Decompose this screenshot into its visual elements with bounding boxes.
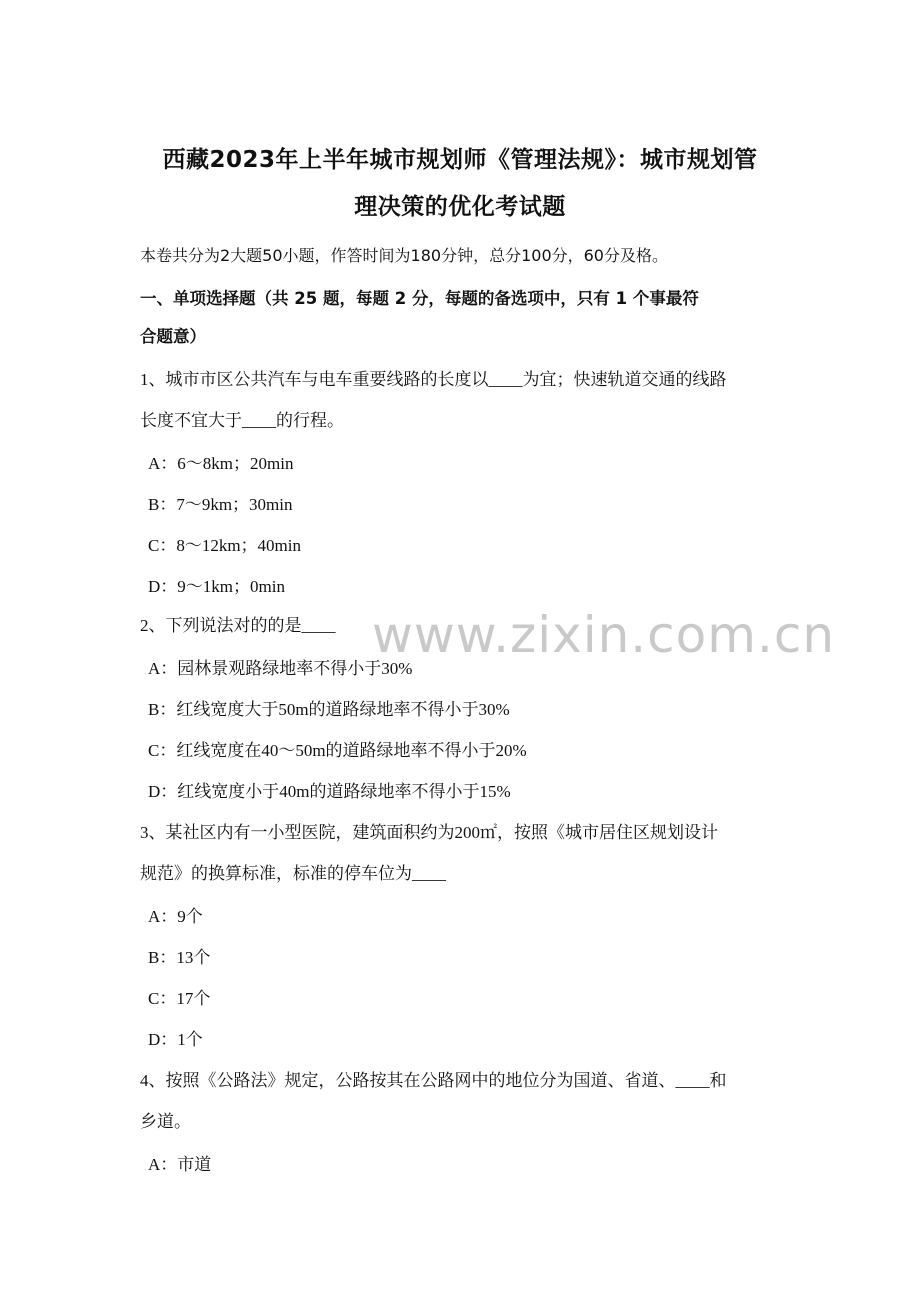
question-2-option-a: A：园林景观路绿地率不得小于30% xyxy=(148,659,413,678)
question-3-option-d: D：1个 xyxy=(148,1030,203,1049)
question-2-option-c: C：红线宽度在40～50m的道路绿地率不得小于20% xyxy=(148,741,527,760)
question-1-option-a: A：6～8km；20min xyxy=(148,454,294,473)
question-1-text: 1、城市市区公共汽车与电车重要线路的长度以____为宜；快速轨道交通的线路 xyxy=(140,370,727,389)
question-1-option-b: B：7～9km；30min xyxy=(148,495,293,514)
question-3-text: 3、某社区内有一小型医院，建筑面积约为200㎡，按照《城市居住区规划设计 xyxy=(140,823,718,842)
question-4-text: 4、按照《公路法》规定，公路按其在公路网中的地位分为国道、省道、____和 xyxy=(140,1071,727,1090)
question-2-option-d: D：红线宽度小于40m的道路绿地率不得小于15% xyxy=(148,782,511,801)
question-3-option-c: C：17个 xyxy=(148,989,211,1008)
document-title-line-1: 西藏2023年上半年城市规划师《管理法规》：城市规划管 xyxy=(162,147,758,173)
section-heading-line-2: 合题意） xyxy=(140,327,206,346)
question-1-option-c: C：8～12km；40min xyxy=(148,536,302,555)
question-1-option-d: D：9～1km；0min xyxy=(148,577,285,596)
question-2-option-b: B：红线宽度大于50m的道路绿地率不得小于30% xyxy=(148,700,510,719)
question-3-text-cont: 规范》的换算标准，标准的停车位为____ xyxy=(140,864,446,883)
section-heading-line-1: 一、单项选择题（共 25 题，每题 2 分，每题的备选项中，只有 1 个事最符 xyxy=(140,289,699,308)
question-3-option-a: A：9个 xyxy=(148,907,203,926)
site-watermark: www.zixin.com.cn xyxy=(372,606,836,664)
exam-intro: 本卷共分为2大题50小题，作答时间为180分钟，总分100分，60分及格。 xyxy=(140,246,668,265)
question-1-text-cont: 长度不宜大于____的行程。 xyxy=(140,411,344,430)
question-4-text-cont: 乡道。 xyxy=(140,1112,191,1131)
question-4-option-a: A：市道 xyxy=(148,1155,212,1174)
question-3-option-b: B：13个 xyxy=(148,948,211,967)
question-2-text: 2、下列说法对的的是____ xyxy=(140,616,336,635)
document-title-line-2: 理决策的优化考试题 xyxy=(354,194,566,220)
